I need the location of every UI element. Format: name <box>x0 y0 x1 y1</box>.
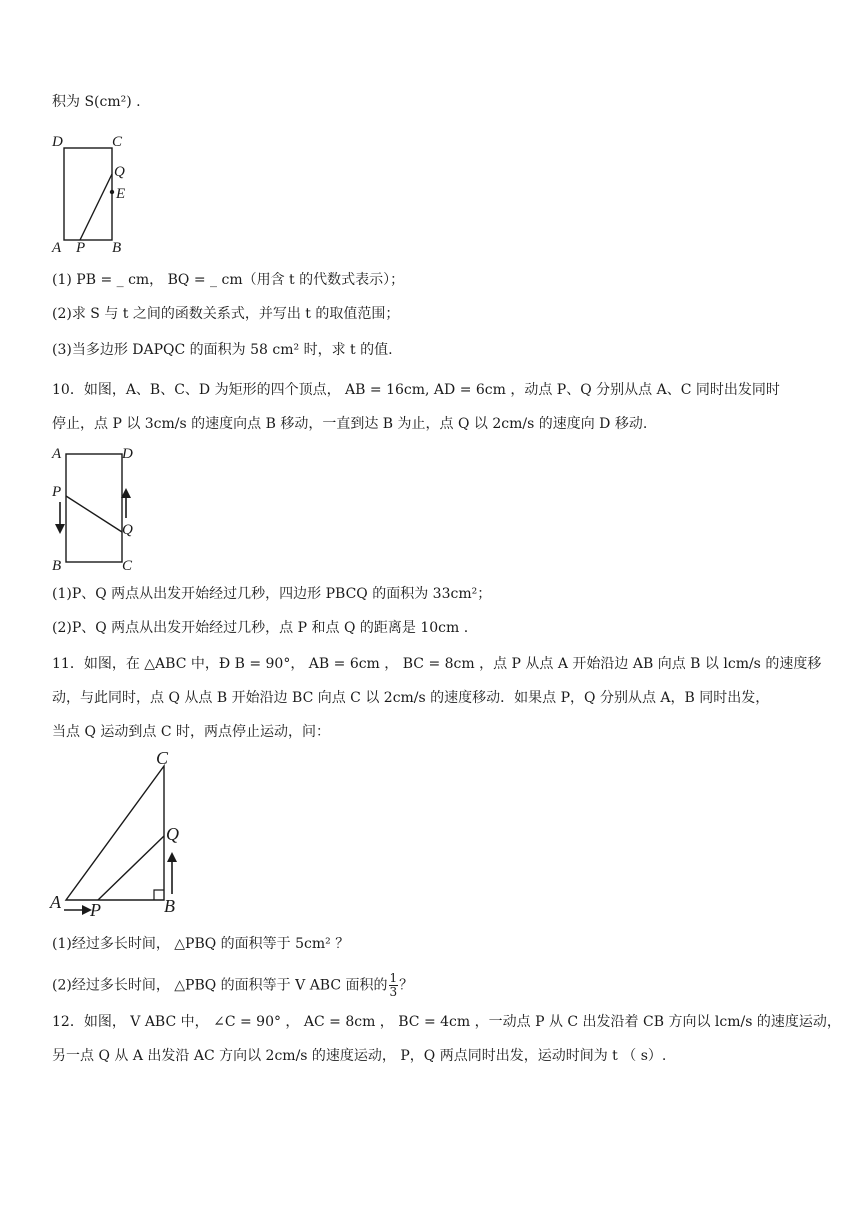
label-a: A <box>52 446 62 462</box>
text-line-q10-stem2: 停止，点 P 以 3cm/s 的速度向点 B 移动，一直到达 B 为止，点 Q 以 2cm/s 的速度向 D 移动. <box>52 416 648 432</box>
fraction-numerator: 1 <box>389 971 398 985</box>
label-p: P <box>76 240 86 254</box>
figure-rectangle-adcb <box>48 442 148 572</box>
text-line-q11-stem2: 动，与此同时，点 Q 从点 B 开始沿边 BC 向点 C 以 2cm/s 的速度移动．如果点 P，Q 分别从点 A，B 同时出发， <box>52 690 770 706</box>
fraction-one-third <box>389 972 399 999</box>
label-d: D <box>52 134 63 150</box>
q11-part2-text: (2)经过多长时间， △PBQ 的面积等于 V ABC 面积的 <box>52 977 388 994</box>
rect-abcd <box>64 148 112 240</box>
label-p: P <box>52 484 62 500</box>
fraction-denominator: 3 <box>389 985 398 999</box>
label-b: B <box>164 896 175 916</box>
text-line-q10-stem1: 10．如图，A、B、C、D 为矩形的四个顶点， AB = 16cm, AD = 6cm ，动点 P、Q 分别从点 A、C 同时出发同时 <box>52 382 780 398</box>
text-line-q1-part2: (2)求 S 与 t 之间的函数关系式，并写出 t 的取值范围； <box>52 306 400 322</box>
label-a: A <box>52 240 62 254</box>
segment-pq <box>66 496 122 532</box>
figure-rectangle-dcba <box>50 134 140 254</box>
text-line-q12-stem2: 另一点 Q 从 A 出发沿 AC 方向以 2cm/s 的速度运动， P，Q 两点同时出发，运动时间为 t （ s）. <box>52 1048 667 1064</box>
text-line-q11-part1: (1)经过多长时间， △PBQ 的面积等于 5cm² ？ <box>52 936 350 952</box>
text-line-q1-part3: (3)当多边形 DAPQC 的面积为 58 cm² 时，求 t 的值. <box>52 342 393 358</box>
text-line-q10-part1: (1)P、Q 两点从出发开始经过几秒，四边形 PBCQ 的面积为 33cm²； <box>52 586 492 602</box>
q11-part2-end: ？ <box>399 977 414 994</box>
label-e: E <box>116 186 126 202</box>
label-d: D <box>122 446 133 462</box>
triangle-abc <box>66 766 164 900</box>
label-q: Q <box>114 164 125 180</box>
segment-pq <box>80 174 112 240</box>
rect-adcb <box>66 454 122 562</box>
arrowhead-q <box>167 852 177 862</box>
label-a: A <box>50 892 61 912</box>
label-q: Q <box>166 824 179 844</box>
text-line-q10-part2: (2)P、Q 两点从出发开始经过几秒，点 P 和点 Q 的距离是 10cm . <box>52 620 469 636</box>
label-p: P <box>90 900 101 918</box>
text-line-q12-stem1: 12．如图， V ABC 中， ∠C = 90° ， AC = 8cm ， BC = 4cm ，一动点 P 从 C 出发沿着 CB 方向以 lcm/s 的速度运动， <box>52 1014 841 1030</box>
text-line-area-unit: 积为 S(cm²) . <box>52 94 141 110</box>
label-b: B <box>112 240 122 254</box>
label-c: C <box>112 134 123 150</box>
label-c: C <box>156 748 169 768</box>
label-q: Q <box>122 522 133 538</box>
right-angle-mark <box>154 890 164 900</box>
arrowhead-p <box>55 524 65 534</box>
text-line-q11-stem1: 11．如图，在 △ABC 中，Ð B = 90°， AB = 6cm ， BC = 8cm ，点 P 从点 A 开始沿边 AB 向点 B 以 lcm/s 的速度移 <box>52 656 822 672</box>
label-c: C <box>122 558 133 572</box>
point-e <box>110 190 114 194</box>
figure-right-triangle-abc <box>48 748 198 918</box>
label-b: B <box>52 558 62 572</box>
text-line-q1-part1: (1) PB = _ cm， BQ = _ cm（用含 t 的代数式表示）； <box>52 272 405 288</box>
text-line-q11-part2 <box>52 972 413 999</box>
text-line-q11-stem3: 当点 Q 运动到点 C 时，两点停止运动，问： <box>52 724 330 740</box>
